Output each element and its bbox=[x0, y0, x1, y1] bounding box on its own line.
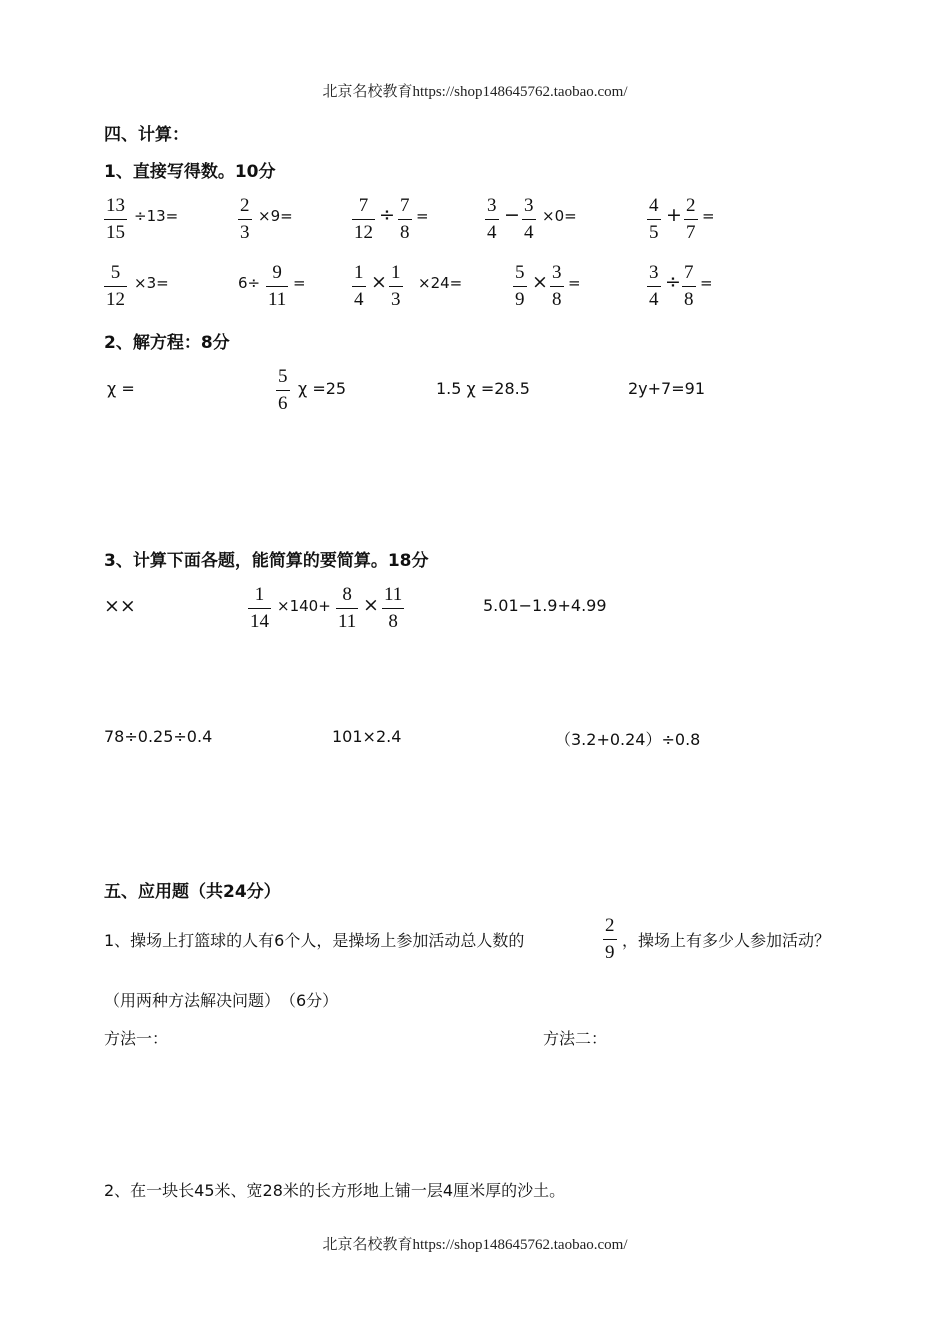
fraction-a2: 2 3 bbox=[240, 195, 250, 243]
equation-2: χ =25 bbox=[298, 379, 347, 398]
fraction-q1: 2 9 bbox=[605, 915, 615, 963]
fraction-b3a: 1 4 bbox=[354, 262, 364, 310]
equation-4: 2y+7=91 bbox=[628, 379, 705, 398]
fraction-a3a: 7 12 bbox=[354, 195, 373, 243]
expr-b1: ×3= bbox=[134, 274, 169, 292]
fraction-b4a: 5 9 bbox=[515, 262, 525, 310]
fraction-a5b: 2 7 bbox=[686, 195, 696, 243]
fraction-p2-2: 8 11 bbox=[338, 584, 357, 632]
word-problem-1-pre: 1、操场上打篮球的人有6个人，是操场上参加活动总人数的 bbox=[104, 931, 525, 950]
problem-6: （3.2+0.24）÷0.8 bbox=[555, 730, 701, 749]
op-b5: ÷ bbox=[665, 271, 681, 293]
eq-b2: = bbox=[293, 274, 306, 292]
eq-b3: ×24= bbox=[418, 274, 463, 292]
equation-3: 1.5 χ =28.5 bbox=[436, 379, 530, 398]
problem-4: 78÷0.25÷0.4 bbox=[104, 727, 213, 746]
fraction-b5b: 7 8 bbox=[684, 262, 694, 310]
section-5-title: 五、应用题（共24分） bbox=[104, 882, 281, 902]
expr-a2: ×9= bbox=[258, 207, 293, 225]
fraction-b5a: 3 4 bbox=[649, 262, 659, 310]
word-problem-1-note: （用两种方法解决问题） （6分） bbox=[104, 991, 339, 1010]
fraction-e2: 5 6 bbox=[278, 366, 288, 414]
fraction-a4a: 3 4 bbox=[487, 195, 497, 243]
op-a4: − bbox=[504, 204, 520, 226]
section-4-title: 四、计算： bbox=[104, 125, 189, 145]
fraction-b4b: 3 8 bbox=[552, 262, 562, 310]
method-2-label: 方法二： bbox=[543, 1029, 608, 1048]
word-problem-1-post: ，操场上有多少人参加活动？ bbox=[622, 931, 831, 950]
problem-5: 101×2.4 bbox=[332, 727, 402, 746]
eq-b4: = bbox=[568, 274, 581, 292]
fraction-b3b: 1 3 bbox=[391, 262, 401, 310]
problem-2-op: × bbox=[363, 594, 379, 616]
problem-3: 5.01−1.9+4.99 bbox=[483, 596, 607, 615]
method-1-label: 方法一： bbox=[104, 1029, 169, 1048]
problem-2-mid: ×140+ bbox=[277, 597, 331, 615]
fraction-p2-1: 1 14 bbox=[250, 584, 269, 632]
op-b3: × bbox=[371, 271, 387, 293]
op-b4: × bbox=[532, 271, 548, 293]
op-a5: + bbox=[666, 204, 682, 226]
fraction-p2-3: 11 8 bbox=[384, 584, 403, 632]
expr-a1: ÷13= bbox=[134, 207, 179, 225]
q1-title: 1、直接写得数。10分 bbox=[104, 162, 276, 182]
fraction-a4b: 3 4 bbox=[524, 195, 534, 243]
eq-b5: = bbox=[700, 274, 713, 292]
fraction-a3b: 7 8 bbox=[400, 195, 410, 243]
equation-1: χ = bbox=[107, 379, 135, 398]
q2-title: 2、解方程：8分 bbox=[104, 333, 230, 353]
word-problem-2: 2、在一块长45米、宽28米的长方形地上铺一层4厘米厚的沙土。 bbox=[104, 1181, 566, 1200]
page-header: 北京名校教育https://shop148645762.taobao.com/ bbox=[322, 84, 628, 100]
eq-a3: = bbox=[416, 207, 429, 225]
q3-title: 3、计算下面各题，能简算的要简算。18分 bbox=[104, 551, 429, 571]
eq-a5: = bbox=[702, 207, 715, 225]
fraction-b1: 5 12 bbox=[106, 262, 125, 310]
problem-1: ×× bbox=[104, 595, 136, 617]
expr-b2-pre: 6÷ bbox=[238, 274, 261, 292]
eq-a4: ×0= bbox=[542, 207, 577, 225]
page-footer: 北京名校教育https://shop148645762.taobao.com/ bbox=[322, 1237, 628, 1253]
fraction-a5a: 4 5 bbox=[649, 195, 659, 243]
fraction-a1: 13 15 bbox=[106, 195, 125, 243]
fraction-b2: 9 11 bbox=[268, 262, 287, 310]
op-a3: ÷ bbox=[379, 204, 395, 226]
